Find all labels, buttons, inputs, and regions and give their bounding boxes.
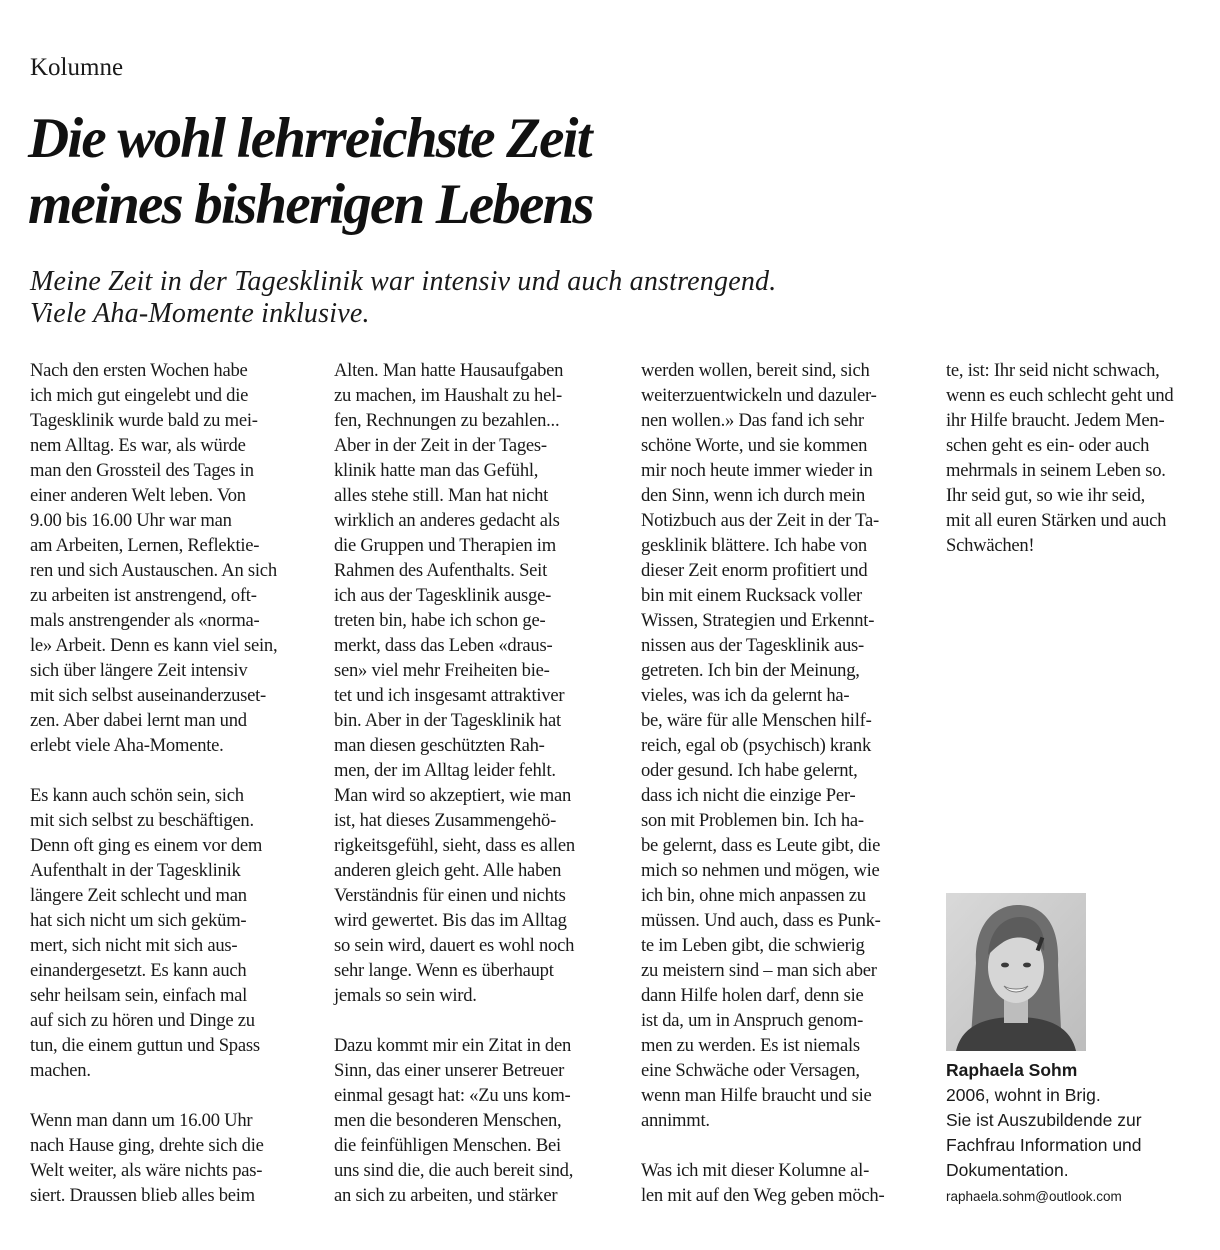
article-line: dann Hilfe holen darf, denn sie [641, 985, 864, 1006]
article-line: machen. [30, 1060, 91, 1081]
article-line: ich bin, ohne mich anpassen zu [641, 885, 866, 906]
article-line: ren und sich Austauschen. An sich [30, 560, 277, 581]
article-line: man den Grossteil des Tages in [30, 460, 254, 481]
article-line: uns sind die, die auch bereit sind, [334, 1160, 574, 1181]
article-line: Rahmen des Aufenthalts. Seit [334, 560, 547, 581]
article-line: be, wäre für alle Menschen hilf- [641, 710, 872, 731]
article-line: Nach den ersten Wochen habe [30, 360, 248, 381]
article-line: sich über längere Zeit intensiv [30, 660, 248, 681]
article-line: zu machen, im Haushalt zu hel- [334, 385, 562, 406]
article-line: Sinn, das einer unserer Betreuer [334, 1060, 565, 1081]
article-line: sehr heilsam sein, einfach mal [30, 985, 248, 1006]
article-line: Man wird so akzeptiert, wie man [334, 785, 571, 806]
article-line: anderen gleich geht. Alle haben [334, 860, 562, 881]
author-bio-line: 2006, wohnt in Brig. [946, 1085, 1101, 1105]
column-kicker: Kolumne [30, 54, 124, 81]
paragraph-gap [334, 1008, 622, 1033]
article-line: Aufenthalt in der Tagesklinik [30, 860, 241, 881]
article-line: wirklich an anderes gedacht als [334, 510, 560, 531]
text-column-3 [641, 358, 929, 1208]
text-column-1 [30, 358, 318, 1208]
article-line: men zu werden. Es ist niemals [641, 1035, 860, 1056]
headline-line-1: Die wohl lehrreichste Zeit [28, 107, 591, 170]
article-line: ich aus der Tagesklinik ausge- [334, 585, 552, 606]
article-line: mehrmals in seinem Leben so. [946, 460, 1166, 481]
article-line: alles stehe still. Man hat nicht [334, 485, 549, 506]
article-line: einmal gesagt hat: «Zu uns kom- [334, 1085, 571, 1106]
article-line: zen. Aber dabei lernt man und [30, 710, 247, 731]
article-line: mit sich selbst zu beschäftigen. [30, 810, 254, 831]
article-line: Alten. Man hatte Hausaufgaben [334, 360, 564, 381]
article-line: 9.00 bis 16.00 Uhr war man [30, 510, 232, 531]
article-line: man diesen geschützten Rah- [334, 735, 545, 756]
article-line: le» Arbeit. Denn es kann viel sein, [30, 635, 278, 656]
author-bio-line: Fachfrau Information und [946, 1135, 1142, 1155]
article-line: bin mit einem Rucksack voller [641, 585, 862, 606]
article-line: nem Alltag. Es war, als würde [30, 435, 246, 456]
author-bio-line: Dokumentation. [946, 1160, 1069, 1180]
article-line: längere Zeit schlecht und man [30, 885, 247, 906]
article-line: rigkeitsgefühl, sieht, dass es allen [334, 835, 575, 856]
article-line: oder gesund. Ich habe gelernt, [641, 760, 858, 781]
article-line: be gelernt, dass es Leute gibt, die [641, 835, 881, 856]
article-line: sen» viel mehr Freiheiten bie- [334, 660, 550, 681]
article-line: merkt, dass das Leben «draus- [334, 635, 553, 656]
article-line: die feinfühligen Menschen. Bei [334, 1135, 561, 1156]
article-line: jemals so sein wird. [334, 985, 477, 1006]
paragraph-gap [30, 1083, 318, 1108]
article-line: klinik hatte man das Gefühl, [334, 460, 539, 481]
text-column-4 [946, 358, 1218, 558]
article-line: wenn es euch schlecht geht und [946, 385, 1174, 406]
article-line: Denn oft ging es einem vor dem [30, 835, 263, 856]
article-line: tet und ich insgesamt attraktiver [334, 685, 565, 706]
article-line: te, ist: Ihr seid nicht schwach, [946, 360, 1160, 381]
article-line: ist da, um in Anspruch genom- [641, 1010, 864, 1031]
article-line: reich, egal ob (psychisch) krank [641, 735, 872, 756]
article-line: sehr lange. Wenn es überhaupt [334, 960, 554, 981]
article-line: nen wollen.» Das fand ich sehr [641, 410, 864, 431]
article-line: mit sich selbst auseinanderzuset- [30, 685, 266, 706]
article-line: mich so nehmen und mögen, wie [641, 860, 880, 881]
article-line: zu meistern sind – man sich aber [641, 960, 877, 981]
article-line: schöne Worte, und sie kommen [641, 435, 868, 456]
article-line: Tagesklinik wurde bald zu mei- [30, 410, 258, 431]
article-line: hat sich nicht um sich geküm- [30, 910, 247, 931]
article-line: ich mich gut eingelebt und die [30, 385, 249, 406]
paragraph-gap [30, 758, 318, 783]
article-line: Was ich mit dieser Kolumne al- [641, 1160, 870, 1181]
headline [28, 106, 593, 238]
lead-line-1: Meine Zeit in der Tagesklinik war intensiv und auch anstrengend. [30, 266, 777, 297]
article-line: Dazu kommt mir ein Zitat in den [334, 1035, 572, 1056]
article-line: Aber in der Zeit in der Tages- [334, 435, 547, 456]
article-line: mert, sich nicht mit sich aus- [30, 935, 238, 956]
author-email-link[interactable]: raphaela.sohm@outlook.com [946, 1189, 1122, 1204]
article-line: nissen aus der Tagesklinik aus- [641, 635, 864, 656]
author-portrait [946, 893, 1086, 1051]
article-line: Schwächen! [946, 535, 1035, 556]
article-line: auf sich zu hören und Dinge zu [30, 1010, 255, 1031]
article-line: Notizbuch aus der Zeit in der Ta- [641, 510, 879, 531]
article-line: mals anstrengender als «norma- [30, 610, 260, 631]
article-line: Verständnis für einen und nichts [334, 885, 566, 906]
paragraph-gap [641, 1133, 929, 1158]
article-line: men die besonderen Menschen, [334, 1110, 562, 1131]
article-line: dieser Zeit enorm profitiert und [641, 560, 868, 581]
lead-line-2: Viele Aha-Momente inklusive. [30, 298, 370, 329]
author-bio-line: Sie ist Auszubildende zur [946, 1110, 1142, 1130]
article-line: werden wollen, bereit sind, sich [641, 360, 870, 381]
text-column-2 [334, 358, 622, 1208]
article-line: den Sinn, wenn ich durch mein [641, 485, 866, 506]
article-line: te im Leben gibt, die schwierig [641, 935, 865, 956]
article-line: siert. Draussen blieb alles beim [30, 1185, 255, 1206]
article-line: müssen. Und auch, dass es Punk- [641, 910, 881, 931]
article-line: treten bin, habe ich schon ge- [334, 610, 546, 631]
article-line: len mit auf den Weg geben möch- [641, 1185, 885, 1206]
article-line: gesklinik blättere. Ich habe von [641, 535, 867, 556]
lead-text [30, 266, 776, 330]
article-line: wird gewertet. Bis das im Alltag [334, 910, 567, 931]
article-line: getreten. Ich bin der Meinung, [641, 660, 860, 681]
article-line: ist, hat dieses Zusammengehö- [334, 810, 557, 831]
article-line: einandergesetzt. Es kann auch [30, 960, 247, 981]
article-line: men, der im Alltag leider fehlt. [334, 760, 556, 781]
author-name: Raphaela Sohm [946, 1060, 1078, 1080]
article-line: Es kann auch schön sein, sich [30, 785, 244, 806]
article-line: erlebt viele Aha-Momente. [30, 735, 224, 756]
article-line: ihr Hilfe braucht. Jedem Men- [946, 410, 1165, 431]
article-line: mir noch heute immer wieder in [641, 460, 873, 481]
article-line: Welt weiter, als wäre nichts pas- [30, 1160, 263, 1181]
article-line: so sein wird, dauert es wohl noch [334, 935, 575, 956]
article-line: dass ich nicht die einzige Per- [641, 785, 856, 806]
article-line: tun, die einem guttun und Spass [30, 1035, 260, 1056]
portrait-image [946, 893, 1086, 1051]
article-line: weiterzuentwickeln und dazuler- [641, 385, 877, 406]
article-line: son mit Problemen bin. Ich ha- [641, 810, 864, 831]
article-line: Wenn man dann um 16.00 Uhr [30, 1110, 253, 1131]
article-line: die Gruppen und Therapien im [334, 535, 556, 556]
article-line: zu arbeiten ist anstrengend, oft- [30, 585, 257, 606]
headline-line-2: meines bisherigen Lebens [28, 173, 593, 236]
author-bio [946, 1058, 1218, 1210]
article-line: am Arbeiten, Lernen, Reflektie- [30, 535, 260, 556]
article-line: vieles, was ich da gelernt ha- [641, 685, 850, 706]
article-line: Ihr seid gut, so wie ihr seid, [946, 485, 1146, 506]
article-line: annimmt. [641, 1110, 710, 1131]
article-line: schen geht es ein- oder auch [946, 435, 1150, 456]
article-line: an sich zu arbeiten, und stärker [334, 1185, 558, 1206]
article-line: bin. Aber in der Tagesklinik hat [334, 710, 561, 731]
article-line: wenn man Hilfe braucht und sie [641, 1085, 872, 1106]
article-line: fen, Rechnungen zu bezahlen... [334, 410, 560, 431]
article-line: mit all euren Stärken und auch [946, 510, 1167, 531]
article-line: nach Hause ging, drehte sich die [30, 1135, 264, 1156]
article-line: Wissen, Strategien und Erkennt- [641, 610, 875, 631]
article-line: eine Schwäche oder Versagen, [641, 1060, 860, 1081]
article-line: einer anderen Welt leben. Von [30, 485, 246, 506]
